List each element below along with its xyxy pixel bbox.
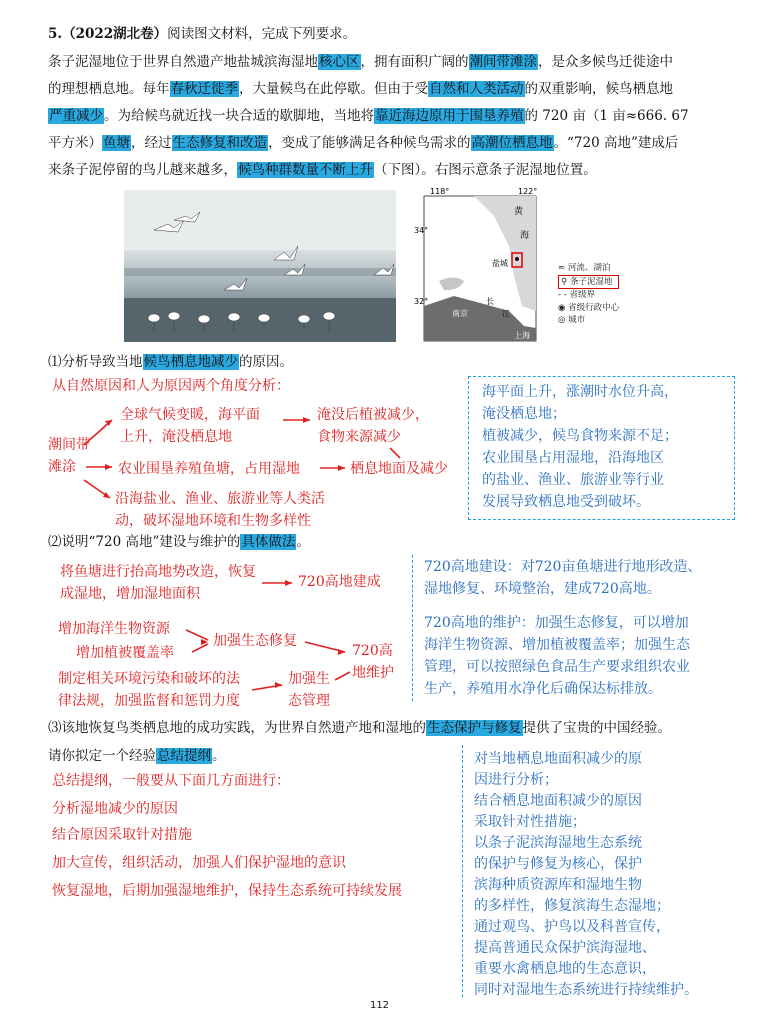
q2-blue2-2: 海洋生物资源、增加植被覆盖率；加强生态	[424, 637, 690, 653]
q2-red-f2: 地维护	[352, 665, 394, 681]
q3-blue-9: 通过观鸟、护鸟以及科普宣传，	[474, 919, 670, 935]
q1-red-head: 从自然原因和人为原因两个角度分析：	[52, 378, 290, 394]
q1-red-a2: 上升，淹没栖息地	[120, 429, 232, 445]
q2-red-h2: 态管理	[288, 693, 330, 709]
highlight: 靠近海边原用于围垦养殖	[375, 108, 524, 124]
q1-red-f2: 动，破坏湿地环境和生物多样性	[115, 513, 311, 529]
q1-blue-2: 淹没栖息地；	[482, 406, 566, 422]
question-intro: 阅读图文材料，完成下列要求。	[167, 26, 357, 42]
map-sea-2: 海	[520, 231, 530, 241]
material-line-3: 严重减少。为给候鸟就近找一块合适的歇脚地，当地将靠近海边原用于围垦养殖的 720 亩（1 亩≈666. 67	[49, 108, 689, 124]
pin-icon: ⚲	[561, 276, 570, 287]
material-line-1: 条子泥湿地位于世界自然遗产地盐城滨海湿地核心区，拥有面积广阔的潮间带滩涂，是众多候鸟迁徙途中	[48, 54, 673, 70]
q3-red-4: 加大宣传，组织活动，加强人们保护湿地的意识	[52, 855, 346, 871]
highlight: 潮间带滩涂	[469, 54, 537, 70]
q2-red-d: 增加植被覆盖率	[76, 645, 174, 661]
highlight: 候鸟种群数量不断上升	[238, 162, 373, 178]
highlight: 生态保护与修复	[427, 720, 522, 736]
q2-red-g1: 制定相关环境污染和破坏的法	[58, 671, 240, 687]
q3-divider	[462, 745, 463, 997]
map-river-1: 长	[486, 297, 494, 306]
map-lon-118: 118°	[430, 187, 450, 196]
q1-stem: ⑴分析导致当地候鸟栖息地减少的原因。	[48, 354, 293, 370]
q3-blue-5: 以条子泥滨海湿地生态系统	[474, 835, 642, 851]
q3-red-3: 结合原因采取针对措施	[52, 827, 192, 843]
material-line-4: 平方米）鱼塘，经过生态修复和改造，变成了能够满足各种候鸟需求的高潮位栖息地。“720 高地”建成后	[48, 135, 679, 151]
q2-red-h1: 加强生	[288, 671, 330, 687]
q2-divider	[412, 555, 413, 701]
q2-red-f1: 720高	[352, 643, 393, 659]
q3-stem: ⑶该地恢复鸟类栖息地的成功实践，为世界自然遗产地和湿地的生态保护与修复提供了宝贵的中国经验。	[48, 720, 671, 736]
q1-red-b1: 淹没后植被减少，	[317, 407, 429, 423]
map-city-nanjing: 南京	[452, 309, 468, 318]
highlight: 春秋迁徙季	[170, 81, 238, 97]
q1-red-f1: 沿海盐业、渔业、旅游业等人类活	[115, 491, 325, 507]
q1-red-c2: 滩涂	[48, 459, 76, 475]
q3-blue-6: 的保护与修复为核心，保护	[474, 856, 642, 872]
q3-blue-11: 重要水禽栖息地的生态意识，	[474, 961, 656, 977]
q3-red-1: 总结提纲，一般要从下面几方面进行：	[52, 773, 290, 789]
q2-blue2-4: 生产，养殖用水净化后确保达标排放。	[424, 681, 662, 697]
q3-stem-2: 请你拟定一个经验总结提纲。	[48, 748, 226, 764]
highlight: 高潮位栖息地	[471, 135, 553, 151]
map-city-yancheng: 盐城	[492, 259, 508, 268]
question-number: 5.（2022湖北卷）	[48, 26, 168, 42]
map-lat-32: 32°	[414, 297, 429, 306]
map-river-2: 江	[502, 309, 510, 318]
q2-blue1-2: 湿地修复、环境整治，建成720高地。	[424, 581, 661, 597]
star-icon: ◉	[558, 302, 569, 313]
map-lat-34: 34°	[414, 226, 429, 235]
q2-red-a2: 成湿地，增加湿地面积	[60, 586, 200, 602]
material-line-2: 的理想栖息地。每年春秋迁徙季，大量候鸟在此停歇。但由于受自然和人类活动的双重影响，候鸟栖息地	[48, 81, 673, 97]
legend-boundary: - - 省级界	[558, 290, 596, 300]
highlight: 具体做法	[241, 534, 296, 550]
q3-blue-3: 结合栖息地面积减少的原因	[474, 793, 642, 809]
q1-blue-5: 的盐业、渔业、旅游业等行业	[482, 472, 664, 488]
dot-icon: ◎	[558, 315, 569, 325]
q1-blue-3: 植被减少，候鸟食物来源不足；	[482, 428, 678, 444]
q3-red-5: 恢复湿地，后期加强湿地维护，保持生态系统可持续发展	[52, 883, 402, 899]
highlight: 生态修复和改造	[172, 135, 267, 151]
material-line-5: 来条子泥停留的鸟儿越来越多，候鸟种群数量不断上升（下图）。右图示意条子泥湿地位置。	[48, 162, 597, 178]
highlight: 总结提纲	[157, 748, 211, 764]
map-legend	[558, 262, 619, 327]
q3-blue-4: 采取针对性措施；	[474, 814, 586, 830]
q1-blue-1: 海平面上升，涨潮时水位升高，	[482, 384, 678, 400]
q2-red-g2: 律法规，加强监督和惩罚力度	[58, 693, 240, 709]
q3-blue-10: 提高普通民众保护滨海湿地、	[474, 940, 656, 956]
q2-blue1-1: 720高地建设：对720亩鱼塘进行地形改造、	[424, 559, 702, 575]
q2-red-e: 加强生态修复	[213, 633, 297, 649]
highlight: 核心区	[319, 54, 360, 70]
q1-red-b2: 食物来源减少	[317, 429, 401, 445]
map-sea-1: 黄	[514, 207, 524, 217]
q2-blue2-1: 720高地的维护：加强生态修复，可以增加	[424, 615, 689, 631]
highlight: 严重减少	[49, 108, 103, 124]
highlight: 候鸟栖息地减少	[143, 354, 238, 370]
legend-capital: ◉ 省级行政中心	[558, 302, 620, 313]
q3-red-2: 分析湿地减少的原因	[52, 801, 178, 817]
q2-stem: ⑵说明“720 高地”建设与维护的具体做法。	[48, 534, 310, 550]
q3-blue-12: 同时对湿地生态系统进行持续维护。	[474, 982, 698, 998]
q1-red-e: 栖息地面及减少	[350, 461, 448, 477]
q3-blue-8: 的多样性，修复滨海生态湿地；	[474, 898, 670, 914]
q1-blue-6: 发展导致栖息地受到破坏。	[482, 494, 650, 510]
page-number: 112	[369, 1000, 390, 1011]
q1-blue-4: 农业围垦占用湿地，沿海地区	[482, 450, 664, 466]
q1-red-d: 农业围垦养殖鱼塘，占用湿地	[118, 461, 300, 477]
highlight: 自然和人类活动	[429, 81, 524, 97]
q1-red-c1: 潮间带	[48, 437, 90, 453]
q2-blue2-3: 管理，可以按照绿色食品生产要求组织农业	[424, 659, 690, 675]
highlight: 鱼塘	[103, 135, 130, 151]
wave-icon: ≈	[558, 263, 568, 273]
q3-blue-1: 对当地栖息地面积减少的原	[474, 751, 642, 767]
q2-red-b: 720高地建成	[298, 574, 381, 590]
q2-arrows	[0, 0, 420, 720]
dash-icon: - -	[558, 290, 570, 300]
q3-blue-7: 滨海种质资源库和湿地生物	[474, 877, 642, 893]
legend-city: ◎ 城市	[558, 315, 586, 325]
q2-red-a1: 将鱼塘进行抬高地势改造，恢复	[60, 564, 256, 580]
legend-wetland: ⚲ 条子泥湿地	[558, 275, 619, 290]
map-city-shanghai: 上海	[514, 331, 530, 340]
q3-blue-2: 因进行分析；	[474, 772, 558, 788]
legend-river: ≈ 河流、湖泊	[558, 263, 611, 273]
map-lon-122: 122°	[518, 187, 538, 196]
q1-red-a1: 全球气候变暖，海平面	[120, 407, 260, 423]
q2-red-c: 增加海洋生物资源	[58, 621, 170, 637]
